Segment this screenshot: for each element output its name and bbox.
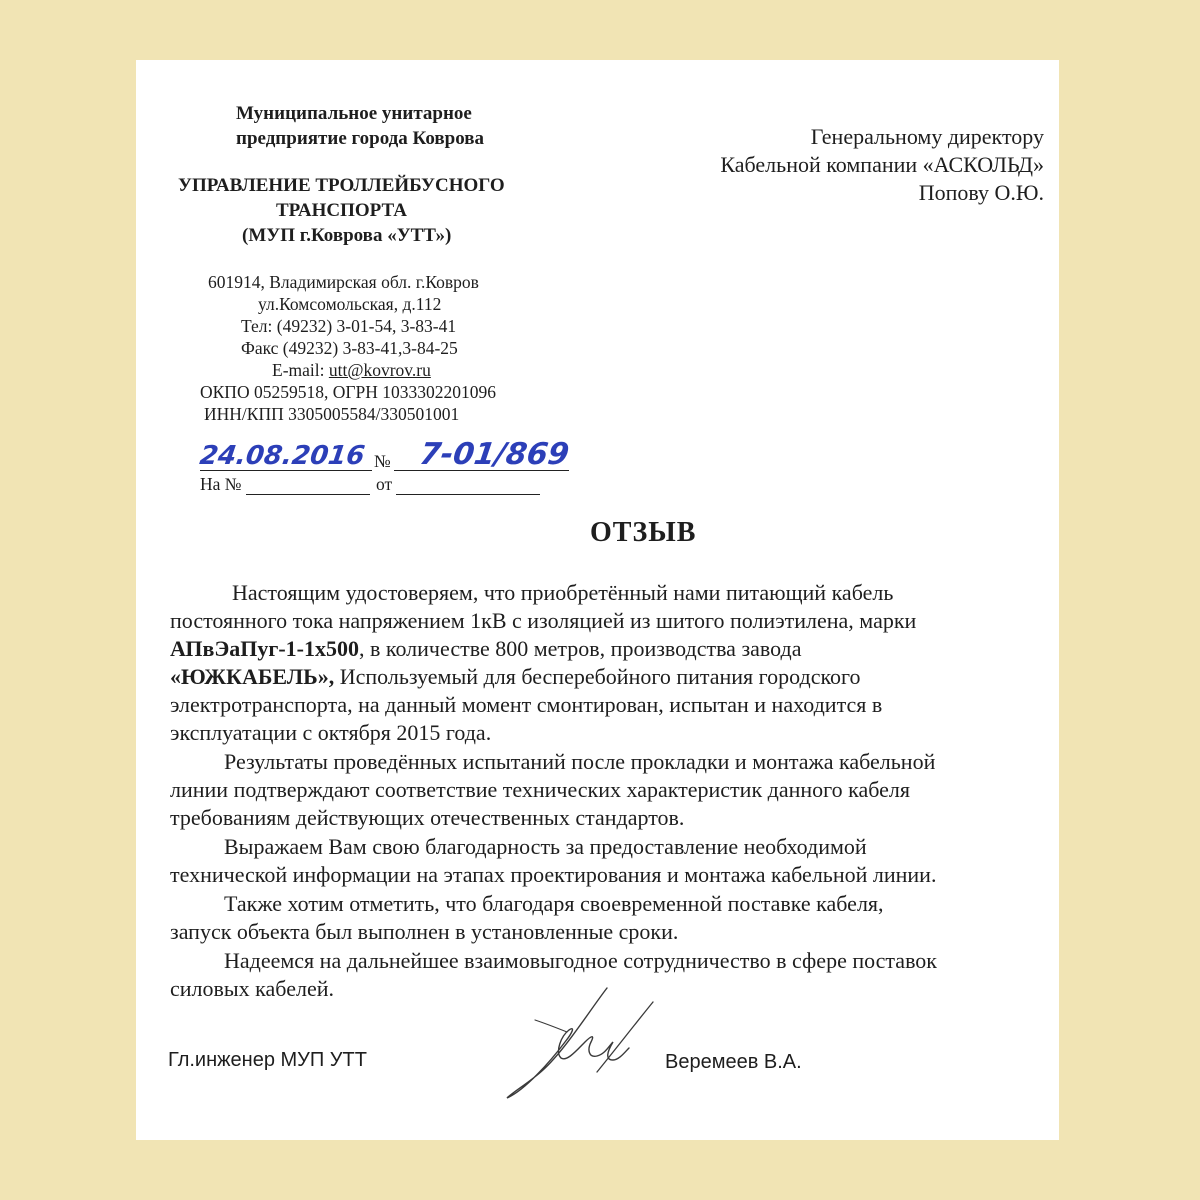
body-p3-line2: технической информации на этапах проектирования и монтажа кабельной линии. <box>170 862 937 887</box>
body-p1-line6: эксплуатации с октября 2015 года. <box>170 720 492 745</box>
body-p2-line1: Результаты проведённых испытаний после прокладки и монтажа кабельной <box>224 749 936 774</box>
body-p5-line2: силовых кабелей. <box>170 976 334 1001</box>
reply-label: На № <box>200 474 242 494</box>
address-line1: 601914, Владимирская обл. г.Ковров <box>208 272 479 292</box>
from-label: от <box>376 474 393 494</box>
recipient-line1: Генеральному директору <box>810 124 1044 149</box>
address-line2: ул.Комсомольская, д.112 <box>258 294 442 314</box>
signatory-name: Веремеев В.А. <box>665 1051 802 1073</box>
body-p1-line3: АПвЭаПуг-1-1х500, в количестве 800 метров, производства завода <box>170 636 802 661</box>
cable-brand: АПвЭаПуг-1-1х500 <box>170 636 360 661</box>
handwritten-number: 7-01/869 <box>417 437 572 472</box>
number-underline <box>394 470 569 471</box>
reply-underline <box>246 494 370 495</box>
body-p2-line3: требованиям действующих отечественных стандартов. <box>170 805 685 830</box>
body-p2-line2: линии подтверждают соответствие технических характеристик данного кабеля <box>170 777 910 802</box>
body-p1-line5: электротранспорта, на данный момент смонтирован, испытан и находится в <box>170 692 883 717</box>
email-label: E-mail: <box>272 360 329 380</box>
manufacturer-name: «ЮЖКАБЕЛЬ», <box>170 664 335 689</box>
signatory-position: Гл.инженер МУП УТТ <box>168 1049 367 1071</box>
body-p1-line1: Настоящим удостоверяем, что приобретённый нами питающий кабель <box>232 580 894 605</box>
email-line <box>272 360 431 381</box>
inn-kpp-line: ИНН/КПП 3305005584/330501001 <box>204 404 460 424</box>
recipient-line3: Попову О.Ю. <box>918 180 1044 205</box>
recipient-line2: Кабельной компании «АСКОЛЬД» <box>720 152 1044 177</box>
body-p4-line1: Также хотим отметить, что благодаря своевременной поставке кабеля, <box>224 891 884 916</box>
email-link[interactable]: utt@kovrov.ru <box>328 360 431 380</box>
document-title: ОТЗЫВ <box>590 517 697 548</box>
body-p4-line2: запуск объекта был выполнен в установленные сроки. <box>170 919 679 944</box>
body-p1-line4: «ЮЖКАБЕЛЬ», Используемый для бесперебойного питания городского <box>170 664 861 689</box>
body-p5-line1: Надеемся на дальнейшее взаимовыгодное сотрудничество в сфере поставок <box>224 948 937 973</box>
okpo-ogrn-line: ОКПО 05259518, ОГРН 1033302201096 <box>200 382 496 402</box>
phone-line: Тел: (49232) 3-01-54, 3-83-41 <box>241 316 457 336</box>
handwritten-signature <box>495 980 665 1110</box>
dept-name-line2: ТРАНСПОРТА <box>276 200 407 221</box>
body-p3-line1: Выражаем Вам свою благодарность за предоставление необходимой <box>224 834 867 859</box>
org-name-line1: Муниципальное унитарное <box>236 103 472 124</box>
dept-name-line1: УПРАВЛЕНИЕ ТРОЛЛЕЙБУСНОГО <box>178 175 505 196</box>
dept-name-line3: (МУП г.Коврова «УТТ») <box>242 225 452 246</box>
fax-line: Факс (49232) 3-83-41,3-84-25 <box>241 338 458 358</box>
handwritten-date: 24.08.2016 <box>197 441 367 471</box>
org-name-line2: предприятие города Коврова <box>236 128 485 149</box>
date-underline <box>200 470 372 471</box>
number-label: № <box>374 451 391 471</box>
from-underline <box>396 494 540 495</box>
body-p1-line2: постоянного тока напряжением 1кВ с изоляцией из шитого полиэтилена, марки <box>170 608 917 633</box>
